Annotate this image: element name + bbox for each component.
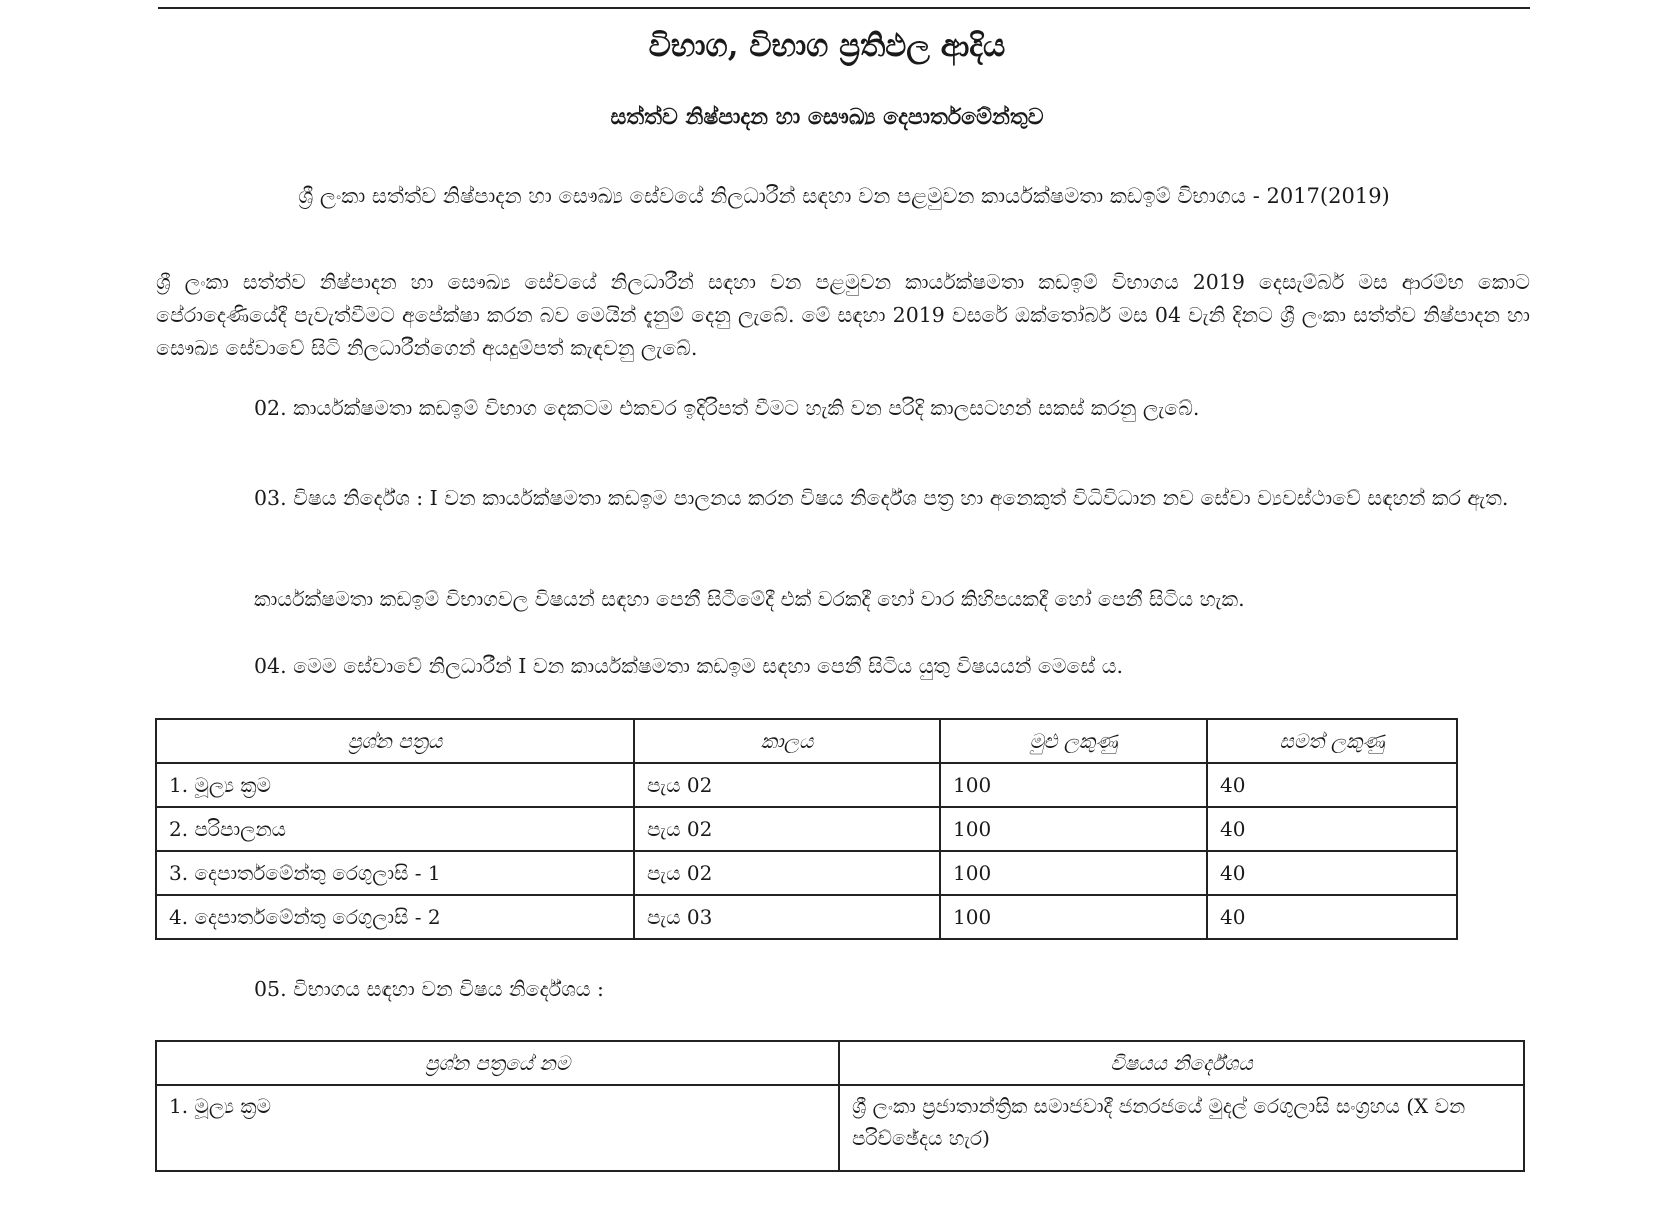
cell-pass-marks: 40 xyxy=(1207,763,1457,807)
table-header-row xyxy=(156,1041,1524,1085)
header-duration: කාලය xyxy=(634,719,940,763)
cell-paper: 2. පරිපාලනය xyxy=(156,807,634,851)
cell-total-marks: 100 xyxy=(940,851,1207,895)
cell-duration: පැය 02 xyxy=(634,807,940,851)
table-row xyxy=(156,763,1457,807)
table-header-row xyxy=(156,719,1457,763)
cell-total-marks: 100 xyxy=(940,807,1207,851)
cell-duration: පැය 03 xyxy=(634,895,940,939)
intro-paragraph: ශ්‍රී ලංකා සත්ත්ව නිෂ්පාදන හා සෞඛ්‍ය සේවයේ නිලධාරීන් සඳහා වන පළමුවන කාර්යක්ෂමතා කඩඉම් විභාගය 2019 දෙසැම්බර් මස ආරම්භ කොට පේරාදෙණියේදී පැවැත්වීමට අපේක්ෂා කරන බව මෙයින් දැනුම් දෙනු ලැබේ. මේ සඳහා 2019 වසරේ ඔක්තෝබර් මස 04 වැනි දිනට ශ්‍රී ලංකා සත්ත්ව නිෂ්පාදන හා සෞඛ්‍ය සේවාවේ සිටි නිලධාරීන්ගෙන් අයදුම්පත් කැඳවනු ලැබේ. xyxy=(156,270,1530,360)
header-paper-name: ප්‍රශ්න පත්‍රයේ නම xyxy=(156,1041,839,1085)
cell-duration: පැය 02 xyxy=(634,763,940,807)
page-title: විභාග, විභාග ප්‍රතිඵල ආදිය xyxy=(648,28,1006,64)
cell-syllabus: ශ්‍රී ලංකා ප්‍රජාතාන්ත්‍රික සමාජවාදී ජනරජයේ මුදල් රෙගුලාසි සංග්‍රහය (X වන පරිච්ඡේදය හැර) xyxy=(839,1085,1524,1171)
cell-paper: 4. දෙපාර්තමේන්තු රෙගුලාසි - 2 xyxy=(156,895,634,939)
cell-duration: පැය 02 xyxy=(634,851,940,895)
table-row xyxy=(156,895,1457,939)
exam-title: ශ්‍රී ලංකා සත්ත්ව නිෂ්පාදන හා සෞඛ්‍ය සේවයේ නිලධාරීන් සඳහා වන පළමුවන කාර්යක්ෂමතා කඩඉම් විභාගය - 2017(2019) xyxy=(298,184,1390,208)
paragraph-attempts: කාර්යක්ෂමතා කඩඉම් විභාගවල විෂයන් සඳහා පෙනී සිටීමේදී එක් වරකදී හෝ වාර කිහිපයකදී හෝ පෙනී සිටිය හැක. xyxy=(254,587,1245,611)
table-row xyxy=(156,1085,1524,1171)
department-heading: සත්ත්ව නිෂ්පාදන හා සෞඛ්‍ය දෙපාර්තමේන්තුව xyxy=(610,104,1044,130)
header-pass-marks: සමත් ලකුණු xyxy=(1207,719,1457,763)
paragraph-05: 05. විභාගය සඳහා වන විෂය නිර්දේශය : xyxy=(254,977,604,1001)
cell-paper: 1. මූල්‍ය ක්‍රම xyxy=(156,763,634,807)
header-syllabus: විෂයය නිර්දේශය xyxy=(839,1041,1524,1085)
table-row xyxy=(156,807,1457,851)
cell-pass-marks: 40 xyxy=(1207,895,1457,939)
header-paper: ප්‍රශ්න පත්‍රය xyxy=(156,719,634,763)
cell-total-marks: 100 xyxy=(940,763,1207,807)
cell-total-marks: 100 xyxy=(940,895,1207,939)
cell-paper: 3. දෙපාර්තමේන්තු රෙගුලාසි - 1 xyxy=(156,851,634,895)
paragraph-04: 04. මෙම සේවාවේ නිලධාරීන් I වන කාර්යක්ෂමතා කඩඉම සඳහා පෙනී සිටිය යුතු විෂයයන් මෙසේ ය. xyxy=(254,654,1124,678)
table-row xyxy=(156,851,1457,895)
cell-pass-marks: 40 xyxy=(1207,807,1457,851)
top-rule xyxy=(158,7,1530,9)
cell-paper-name: 1. මූල්‍ය ක්‍රම xyxy=(156,1085,839,1171)
papers-table xyxy=(155,718,1458,940)
syllabus-table xyxy=(155,1040,1525,1172)
cell-pass-marks: 40 xyxy=(1207,851,1457,895)
paragraph-03: 03. විෂය නිර්දේශ : I වන කාර්යක්ෂමතා කඩඉම පාලනය කරන විෂය නිර්දේශ පත්‍ර හා අනෙකුත් විධිවිධාන නව සේවා ව්‍යවස්ථාවේ සඳහන් කර ඇත. xyxy=(254,486,1509,510)
header-total-marks: මුළු ලකුණු xyxy=(940,719,1207,763)
paragraph-02: 02. කාර්යක්ෂමතා කඩඉම් විභාග දෙකටම එකවර ඉදිරිපත් වීමට හැකි වන පරිදි කාලසටහන් සකස් කරනු ලැබේ. xyxy=(254,396,1200,420)
